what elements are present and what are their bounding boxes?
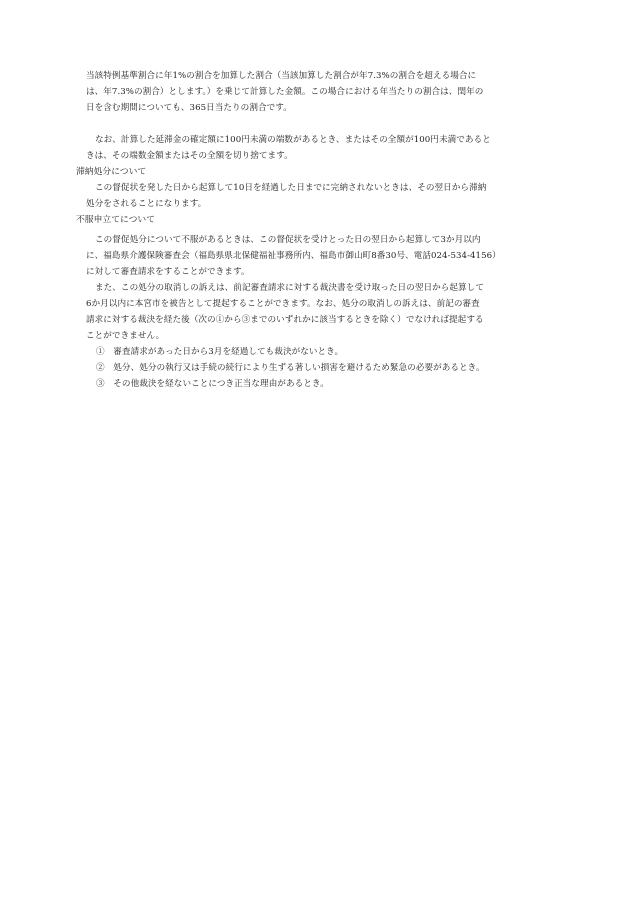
section-heading-appeal: 不服申立てについて xyxy=(76,215,155,225)
text-line: 6か月以内に本宮市を被告として提起することができます。なお、処分の取消しの訴えは、前記の審査 xyxy=(86,299,480,309)
list-item: ② 処分、処分の執行又は手続の続行により生ずる著しい損害を避けるため緊急の必要があるとき。 xyxy=(96,363,485,373)
appeal-paragraph xyxy=(86,232,501,280)
text-line: ことができません。 xyxy=(86,331,165,341)
text-line: 日を含む期間についても、365日当たりの割合です。 xyxy=(86,103,292,113)
text-line: 処分をされることになります。 xyxy=(86,199,207,209)
section-heading-delinquency-disposition: 滞納処分について xyxy=(76,167,147,177)
text-line: また、この処分の取消しの訴えは、前記審査請求に対する裁決書を受け取った日の翌日から起算して xyxy=(95,283,484,293)
text-line: 請求に対する裁決を経た後（次の①から③までのいずれかに該当するときを除く）でなければ提起する xyxy=(86,315,484,325)
revocation-suit-paragraph xyxy=(86,280,484,344)
text-line: に、福島県介護保険審査会（福島県県北保健福祉事務所内、福島市御山町8番30号、電話024-534-4156） xyxy=(86,251,501,261)
list-item: ③ その他裁決を経ないことにつき正当な理由があるとき。 xyxy=(96,379,329,389)
text-line: なお、計算した延滞金の確定額に100円未満の端数があるとき、またはその全額が100円未満であると xyxy=(95,135,491,145)
text-line: 当該特例基準割合に年1%の割合を加算した割合（当該加算した割合が年7.3%の割合を超える場合に xyxy=(86,71,477,81)
text-line: に対して審査請求をすることができます。 xyxy=(86,267,250,277)
delinquency-disposition-paragraph xyxy=(86,180,486,212)
rounding-note-paragraph xyxy=(86,132,491,164)
text-line: きは、その端数金額またはその全額を切り捨てます。 xyxy=(86,151,293,161)
list-item: ① 審査請求があった日から3月を経過しても裁決がないとき。 xyxy=(96,347,344,357)
text-line: この督促処分について不服があるときは、この督促状を受けとった日の翌日から起算して3か月以内 xyxy=(95,235,481,245)
delinquency-rate-paragraph xyxy=(86,68,483,116)
exception-list xyxy=(96,344,485,392)
text-line: この督促状を発した日から起算して10日を経過した日までに完納されないときは、その翌日から滞納 xyxy=(95,183,487,193)
text-line: は、年7.3%の割合）とします。）を乗じて計算した金額。この場合における年当たりの割合は、閏年の xyxy=(86,87,484,97)
